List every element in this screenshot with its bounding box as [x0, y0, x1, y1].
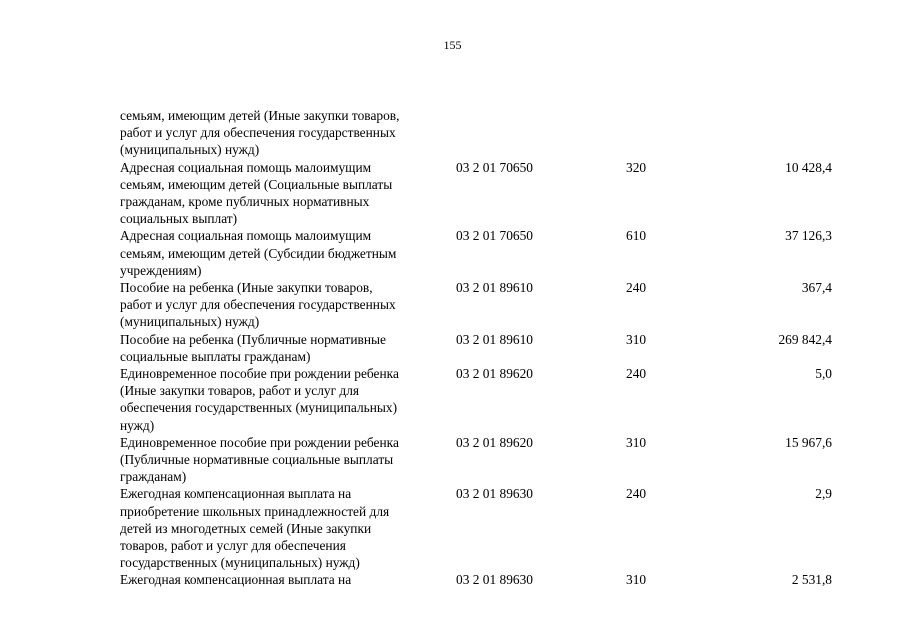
- row-csr-code: 03 2 01 89620: [456, 434, 533, 450]
- row-name: Адресная социальная помощь малоимущим семьям, имеющим детей (Социальные выплаты гражданам, кроме публичных нормативных социальных выплат): [120, 159, 393, 227]
- row-sum: 2 531,8: [791, 572, 832, 588]
- budget-table: [120, 107, 832, 589]
- row-csr-code: [456, 107, 626, 159]
- table-row: [120, 485, 832, 571]
- row-sum: 367,4: [801, 280, 832, 296]
- table-row: [120, 571, 832, 588]
- row-vr-code: 320: [626, 159, 647, 175]
- table-row: [120, 434, 832, 486]
- row-sum: 2,9: [815, 486, 832, 502]
- row-name: Пособие на ребенка (Публичные нормативные социальные выплаты гражданам): [120, 331, 386, 364]
- row-sum: 37 126,3: [785, 228, 832, 244]
- row-vr-code: 240: [626, 280, 647, 296]
- row-sum: 10 428,4: [785, 159, 832, 175]
- row-name: семьям, имеющим детей (Иные закупки товаров, работ и услуг для обеспечения государственных (муниципальных) нужд): [120, 108, 400, 158]
- row-csr-code: 03 2 01 89620: [456, 366, 533, 382]
- row-vr-code: 310: [626, 331, 647, 347]
- row-csr-code: 03 2 01 70650: [456, 159, 533, 175]
- table-row: [120, 365, 832, 434]
- row-name: Ежегодная компенсационная выплата на приобретение школьных принадлежностей для детей из многодетных семей (Иные закупки товаров, работ и услуг для обеспечения государственных (муниципальных) нужд): [120, 486, 390, 571]
- row-csr-code: 03 2 01 89630: [456, 486, 533, 502]
- row-name: Ежегодная компенсационная выплата на: [120, 572, 352, 588]
- row-vr-code: 310: [626, 572, 647, 588]
- row-vr-code: 610: [626, 228, 647, 244]
- row-vr-code: [626, 107, 712, 159]
- table-row: [120, 107, 832, 159]
- row-sum: 5,0: [815, 366, 832, 382]
- row-csr-code: 03 2 01 89610: [456, 280, 533, 296]
- row-vr-code: 240: [626, 486, 647, 502]
- row-name: Адресная социальная помощь малоимущим семьям, имеющим детей (Субсидии бюджетным учреждениям): [120, 228, 397, 278]
- row-csr-code: 03 2 01 89630: [456, 572, 533, 588]
- page-number: 155: [443, 38, 462, 52]
- row-vr-code: 240: [626, 366, 647, 382]
- row-name: Единовременное пособие при рождении ребенка (Публичные нормативные социальные выплаты гражданам): [120, 434, 399, 485]
- row-sum: 269 842,4: [778, 331, 832, 347]
- row-sum: [712, 107, 832, 159]
- row-csr-code: 03 2 01 70650: [456, 228, 533, 244]
- row-name: Единовременное пособие при рождении ребенка (Иные закупки товаров, работ и услуг для обеспечения государственных (муниципальных) нужд): [120, 366, 399, 433]
- row-sum: 15 967,6: [785, 434, 832, 450]
- table-row: [120, 331, 832, 365]
- table-row: [120, 159, 832, 228]
- table-row: [120, 227, 832, 279]
- row-name: Пособие на ребенка (Иные закупки товаров, работ и услуг для обеспечения государственных (муниципальных) нужд): [120, 280, 396, 330]
- row-csr-code: 03 2 01 89610: [456, 331, 533, 347]
- table-row: [120, 279, 832, 331]
- row-vr-code: 310: [626, 434, 647, 450]
